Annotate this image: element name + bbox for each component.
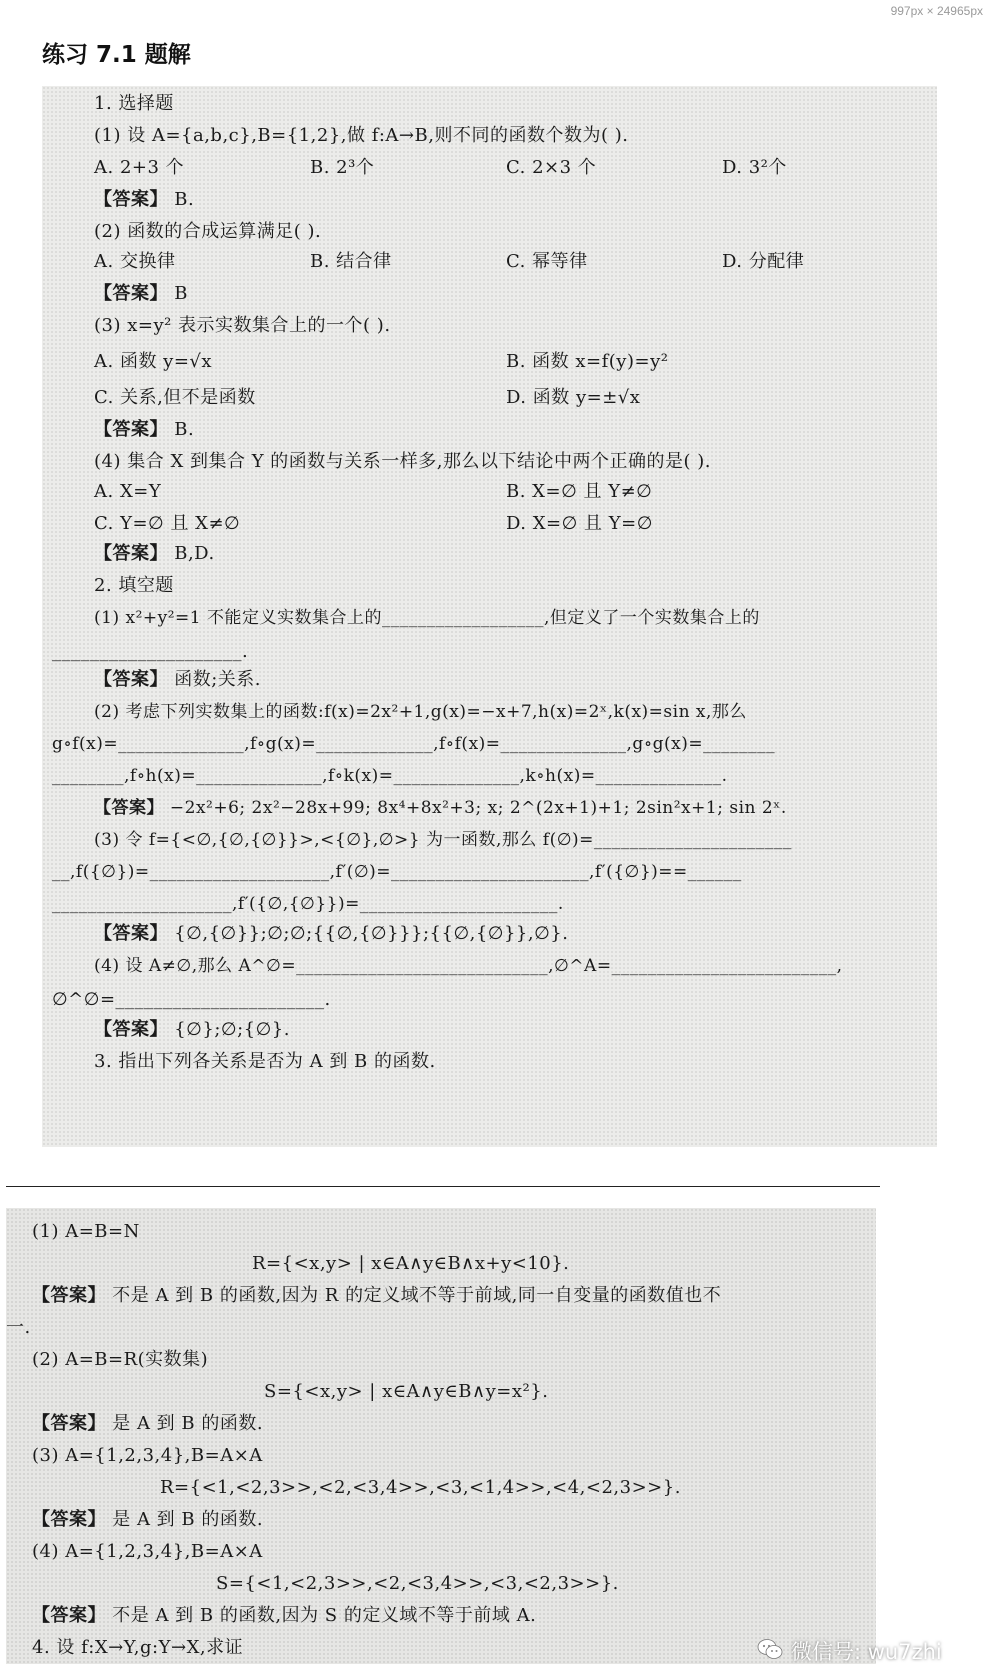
relation-r: R={<1,<2,3>>,<2,<3,4>>,<3,<1,4>>,<4,<2,3>>}. — [160, 1477, 681, 1498]
page-divider — [6, 1186, 880, 1187]
item-3-3: (3) A={1,2,3,4},B=A×A — [32, 1445, 263, 1466]
item-3-4: (4) A={1,2,3,4},B=A×A — [32, 1541, 263, 1562]
question-1-4: (4) 集合 X 到集合 Y 的函数与关系一样多,那么以下结论中两个正确的是( ). — [94, 451, 712, 472]
answer-label: 【答案】 — [32, 1605, 106, 1626]
answer-text: {∅};∅;{∅}. — [174, 1019, 290, 1040]
option-d: D. 函数 y=±√x — [506, 387, 641, 408]
answer-label: 【答案】 — [94, 283, 168, 304]
page-title: 练习 7.1 题解 — [42, 42, 191, 68]
answer-label: 【答案】 — [32, 1285, 106, 1306]
answer-label: 【答案】 — [94, 189, 168, 210]
answer-text: 不是 A 到 B 的函数,因为 S 的定义域不等于前域 A. — [112, 1605, 537, 1626]
option-b: B. 2³个 — [310, 157, 375, 178]
option-c: C. 关系,但不是函数 — [94, 387, 256, 408]
answer-label: 【答案】 — [94, 669, 168, 690]
answer-text: 是 A 到 B 的函数. — [112, 1509, 264, 1530]
answer-label: 【答案】 — [94, 798, 164, 818]
relation-s: S={<1,<2,3>>,<2,<3,4>>,<3,<2,3>>}. — [216, 1573, 619, 1594]
option-b: B. 函数 x=f(y)=y² — [506, 351, 669, 372]
question-2-3-cont: ____________________,f′({∅,{∅}})=______________________. — [52, 894, 564, 914]
answer-text: 不是 A 到 B 的函数,因为 R 的定义域不等于前域,同一自变量的函数值也不 — [112, 1285, 722, 1306]
option-d: D. 3²个 — [722, 157, 787, 178]
item-4: 4. 设 f:X→Y,g:Y→X,求证 — [32, 1637, 244, 1658]
scanned-page-continued — [6, 1208, 876, 1664]
answer-text: −2x²+6; 2x²−28x+99; 8x⁴+8x²+3; x; 2^(2x+1)+1; 2sin²x+1; sin 2ˣ. — [169, 798, 787, 818]
answer-label: 【答案】 — [94, 543, 168, 564]
answer-text: B — [174, 283, 188, 304]
question-2-2-cont: ________,f∘h(x)=______________,f∘k(x)=______________,k∘h(x)=______________. — [52, 766, 728, 786]
section-heading-fill-blank: 2. 填空题 — [94, 575, 174, 596]
page-size-label: 997px × 24965px — [890, 4, 983, 18]
question-2-1: (1) x²+y²=1 不能定义实数集合上的__________________,但定义了一个实数集合上的 — [94, 608, 760, 628]
option-d: D. X=∅ 且 Y=∅ — [506, 513, 653, 534]
option-a: A. 交换律 — [94, 251, 176, 272]
option-b: B. X=∅ 且 Y≠∅ — [506, 481, 653, 502]
option-d: D. 分配律 — [722, 251, 805, 272]
relation-s: S={<x,y> | x∈A∧y∈B∧y=x²}. — [264, 1381, 549, 1402]
option-c: C. 幂等律 — [506, 251, 588, 272]
question-2-4: (4) 设 A≠∅,那么 A^∅=____________________________,∅^A=_________________________, — [94, 956, 843, 976]
answer-text: 是 A 到 B 的函数. — [112, 1413, 264, 1434]
option-a: A. 2+3 个 — [94, 157, 185, 178]
question-2-4-cont: ∅^∅=______________________. — [52, 989, 331, 1010]
item-3-2: (2) A=B=R(实数集) — [32, 1349, 209, 1370]
item-3-1: (1) A=B=N — [32, 1221, 140, 1242]
option-c: C. Y=∅ 且 X≠∅ — [94, 513, 241, 534]
option-c: C. 2×3 个 — [506, 157, 597, 178]
wechat-watermark — [757, 1636, 942, 1666]
question-2-3: (3) 令 f={<∅,{∅,{∅}}>,<{∅},∅>} 为一函数,那么 f(∅)=______________________ — [94, 830, 792, 850]
relation-r: R={<x,y> | x∈A∧y∈B∧x+y<10}. — [252, 1253, 570, 1274]
option-b: B. 结合律 — [310, 251, 392, 272]
answer-label: 【答案】 — [32, 1413, 106, 1434]
scanned-page-exercise-7-1 — [42, 86, 937, 1147]
answer-text: B. — [174, 419, 195, 440]
answer-text: B. — [174, 189, 195, 210]
option-a: A. X=Y — [94, 481, 162, 502]
answer-label: 【答案】 — [94, 923, 168, 944]
wechat-icon — [757, 1638, 783, 1665]
question-2-2-cont: g∘f(x)=______________,f∘g(x)=_____________,f∘f(x)=______________,g∘g(x)=________ — [52, 734, 776, 754]
answer-text: B,D. — [174, 543, 215, 564]
section-heading-judge: 3. 指出下列各关系是否为 A 到 B 的函数. — [94, 1051, 436, 1072]
answer-label: 【答案】 — [32, 1509, 106, 1530]
watermark-text: 微信号: wu7zhi — [791, 1640, 942, 1664]
answer-label: 【答案】 — [94, 1019, 168, 1040]
question-2-2: (2) 考虑下列实数集上的函数:f(x)=2x²+1,g(x)=−x+7,h(x)=2ˣ,k(x)=sin x,那么 — [94, 702, 747, 722]
question-2-1-cont: ____________________. — [52, 641, 249, 662]
answer-text: {∅,{∅}};∅;∅;{{∅,{∅}}};{{∅,{∅}},∅}. — [174, 923, 569, 944]
answer-text-cont: 一. — [6, 1317, 31, 1338]
question-1-2: (2) 函数的合成运算满足( ). — [94, 221, 322, 242]
question-1-3: (3) x=y² 表示实数集合上的一个( ). — [94, 315, 391, 336]
section-heading-choice: 1. 选择题 — [94, 93, 174, 114]
answer-text: 函数;关系. — [174, 669, 262, 690]
question-1-1: (1) 设 A={a,b,c},B={1,2},做 f:A→B,则不同的函数个数为( ). — [94, 125, 629, 146]
answer-label: 【答案】 — [94, 419, 168, 440]
question-2-3-cont: __,f({∅})=____________________,f′(∅)=______________________,f′({∅})==______ — [52, 862, 742, 882]
option-a: A. 函数 y=√x — [94, 351, 213, 372]
